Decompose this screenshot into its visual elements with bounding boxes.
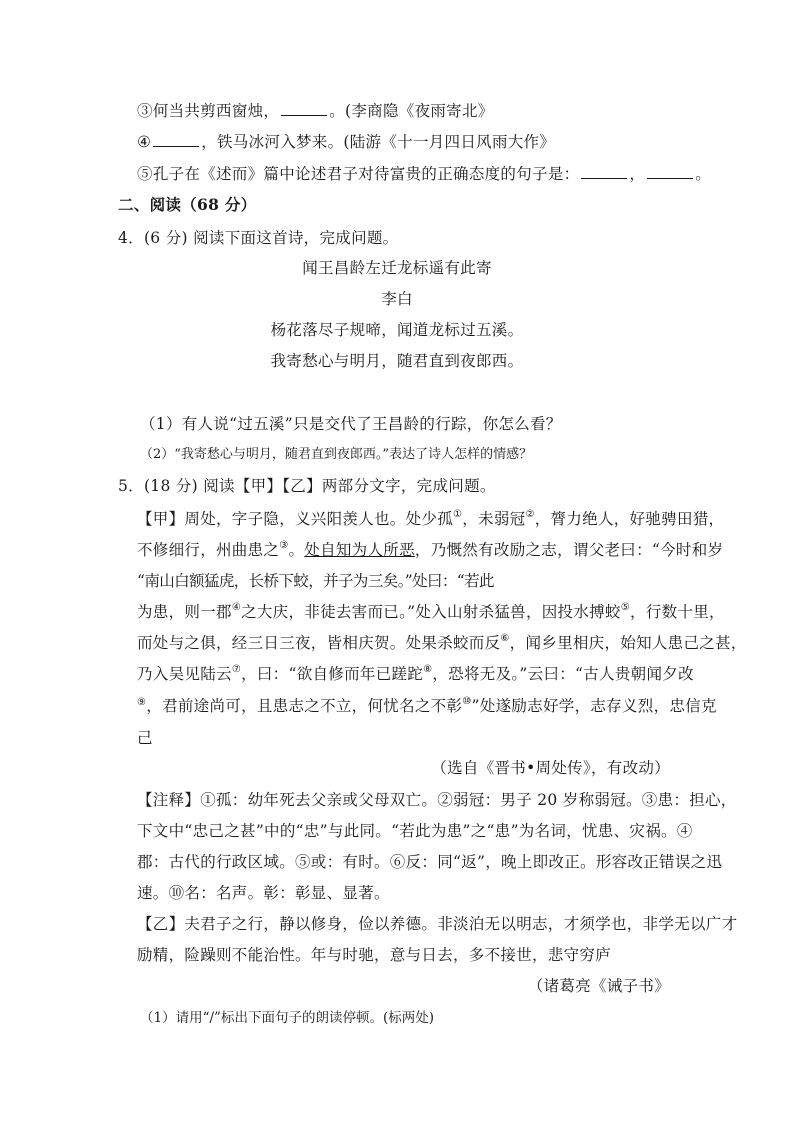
item-text-after: 。(李商隐《夜雨寄北》: [329, 102, 494, 120]
jia-text: ，君前途尚可，且患志之不立，何忧名之不彰: [146, 697, 463, 715]
jia-text: 为患，则一郡: [137, 603, 232, 621]
answer-blank[interactable]: [281, 101, 327, 116]
note-ref: ⑤: [620, 602, 631, 613]
note-ref: ④: [231, 602, 242, 613]
poem-title: 闻王昌龄左迁龙标遥有此寄: [302, 259, 492, 277]
underlined-sentence: 处自知为人所恶: [304, 541, 415, 559]
poem-line-2: 我寄愁心与明月，随君直到夜郎西。: [270, 352, 524, 370]
jia-text: 不修细行，州曲患之: [137, 541, 280, 559]
jia-text: ，膂力绝人，好驰骋田猎，: [534, 510, 725, 528]
notes-line-3: 郡：古代的行政区域。⑤或：有时。⑥反：同“返”，晚上即改正。形容改正错误之迅: [137, 853, 723, 871]
jia-line-7: [137, 696, 717, 719]
note-ref: ①: [453, 509, 463, 520]
notes-line-4: 速。⑩名：名声。彰：彰显、显著。: [137, 884, 390, 902]
jia-text: ，闻乡里相庆，始知人患己之甚，: [509, 634, 747, 652]
jia-text: ，行数十里，: [630, 603, 725, 621]
jia-line-3: [137, 571, 494, 591]
section-heading: 二、阅读（68 分）: [118, 195, 257, 214]
jia-text: 而处与之俱，经三日三夜，皆相庆贺。处果杀蛟而反: [137, 634, 501, 652]
notes-line-2: 下文中“忠己之甚”中的“忠”与此同。“若此为患”之“患”为名词，忧患、灾祸。④: [137, 822, 693, 840]
note-ref: ⑦: [231, 664, 242, 675]
note-ref: ⑨: [137, 697, 147, 708]
jia-line-4: [137, 602, 725, 625]
poem-author: 李白: [381, 290, 413, 308]
question-4-intro: 4．(6 分) 阅读下面这首诗，完成问题。: [118, 229, 399, 247]
item-text-mid: ，: [629, 165, 646, 183]
jia-text: ，未弱冠: [462, 510, 526, 528]
note-ref: ②: [525, 509, 535, 520]
yi-source: （诸葛亮《诫子书》: [527, 977, 670, 995]
jia-text: “南山白额猛虎，长桥下蛟，并子为三矣。”处曰：“若此: [137, 572, 494, 590]
item-number: ⑤: [137, 165, 153, 183]
fill-in-item-5: [137, 164, 711, 184]
item-text-before: 何当共剪西窗烛，: [152, 102, 280, 120]
jia-text: 。: [288, 541, 305, 559]
jia-line-1: [137, 509, 724, 532]
answer-blank[interactable]: [581, 164, 627, 179]
yi-line-1: 【乙】夫君子之行，静以修身，俭以养德。非淡泊无以明志，才须学也，非学无以广才: [137, 915, 738, 933]
jia-text: 之大庆，非徒去害而已。”处入山射杀猛兽，因投水搏蛟: [241, 603, 621, 621]
jia-line-6: [137, 664, 694, 687]
item-number: ④: [137, 133, 152, 151]
poem-line-1: 杨花落尽子规啼，闻道龙标过五溪。: [270, 321, 524, 339]
jia-line-2: [137, 540, 723, 563]
jia-source: （选自《晋书•周处传》，有改动）: [431, 759, 670, 777]
jia-line-5: [137, 633, 747, 656]
note-ref: ⑧: [423, 664, 433, 675]
question-4-sub-2: （2）“我寄愁心与明月，随君直到夜郎西。”表达了诗人怎样的情感？: [140, 447, 533, 462]
notes-line-1: 【注释】①孤：幼年死去父亲或父母双亡。②弱冠：男子 20 岁称弱冠。③患：担心，: [137, 791, 737, 809]
jia-line-8: 己: [137, 729, 153, 747]
item-text-before: 孔子在《述而》篇中论述君子对待富贵的正确态度的句子是：: [152, 165, 580, 183]
answer-blank[interactable]: [153, 132, 199, 147]
item-number: ③: [137, 102, 153, 120]
answer-blank[interactable]: [647, 164, 693, 179]
fill-in-item-4: [137, 132, 555, 152]
note-ref: ⑩: [462, 696, 472, 707]
jia-text: ，曰：“欲自修而年已蹉跎: [241, 665, 424, 683]
note-ref: ③: [279, 540, 289, 551]
fill-in-item-3: [137, 101, 494, 121]
question-5-intro: 5．(18 分) 阅读【甲】【乙】两部分文字，完成问题。: [118, 477, 496, 495]
yi-line-2: 励精，险躁则不能治性。年与时驰，意与日去，多不接世，悲守穷庐: [137, 946, 612, 964]
jia-text: ”处遂励志好学，志存义烈，忠信克: [471, 697, 717, 715]
item-text-after: ，铁马冰河入梦来。(陆游《十一月四日风雨大作》: [201, 133, 556, 151]
question-4-sub-1: （1）有人说“过五溪”只是交代了王昌龄的行踪，你怎么看？: [140, 415, 562, 433]
item-text-after: 。: [695, 165, 712, 183]
jia-text: ，乃慨然有改励之志，谓父老曰：“今时和岁: [414, 541, 724, 559]
jia-text: 【甲】周处，字子隐，义兴阳羡人也。处少孤: [137, 510, 454, 528]
note-ref: ⑥: [500, 633, 510, 644]
jia-text: 乃入吴见陆云: [137, 665, 232, 683]
question-5-sub-1: （1）请用“/”标出下面句子的朗读停顿。(标两处): [140, 1010, 434, 1026]
jia-text: ，恐将无及。”云曰：“古人贵朝闻夕改: [432, 665, 694, 683]
